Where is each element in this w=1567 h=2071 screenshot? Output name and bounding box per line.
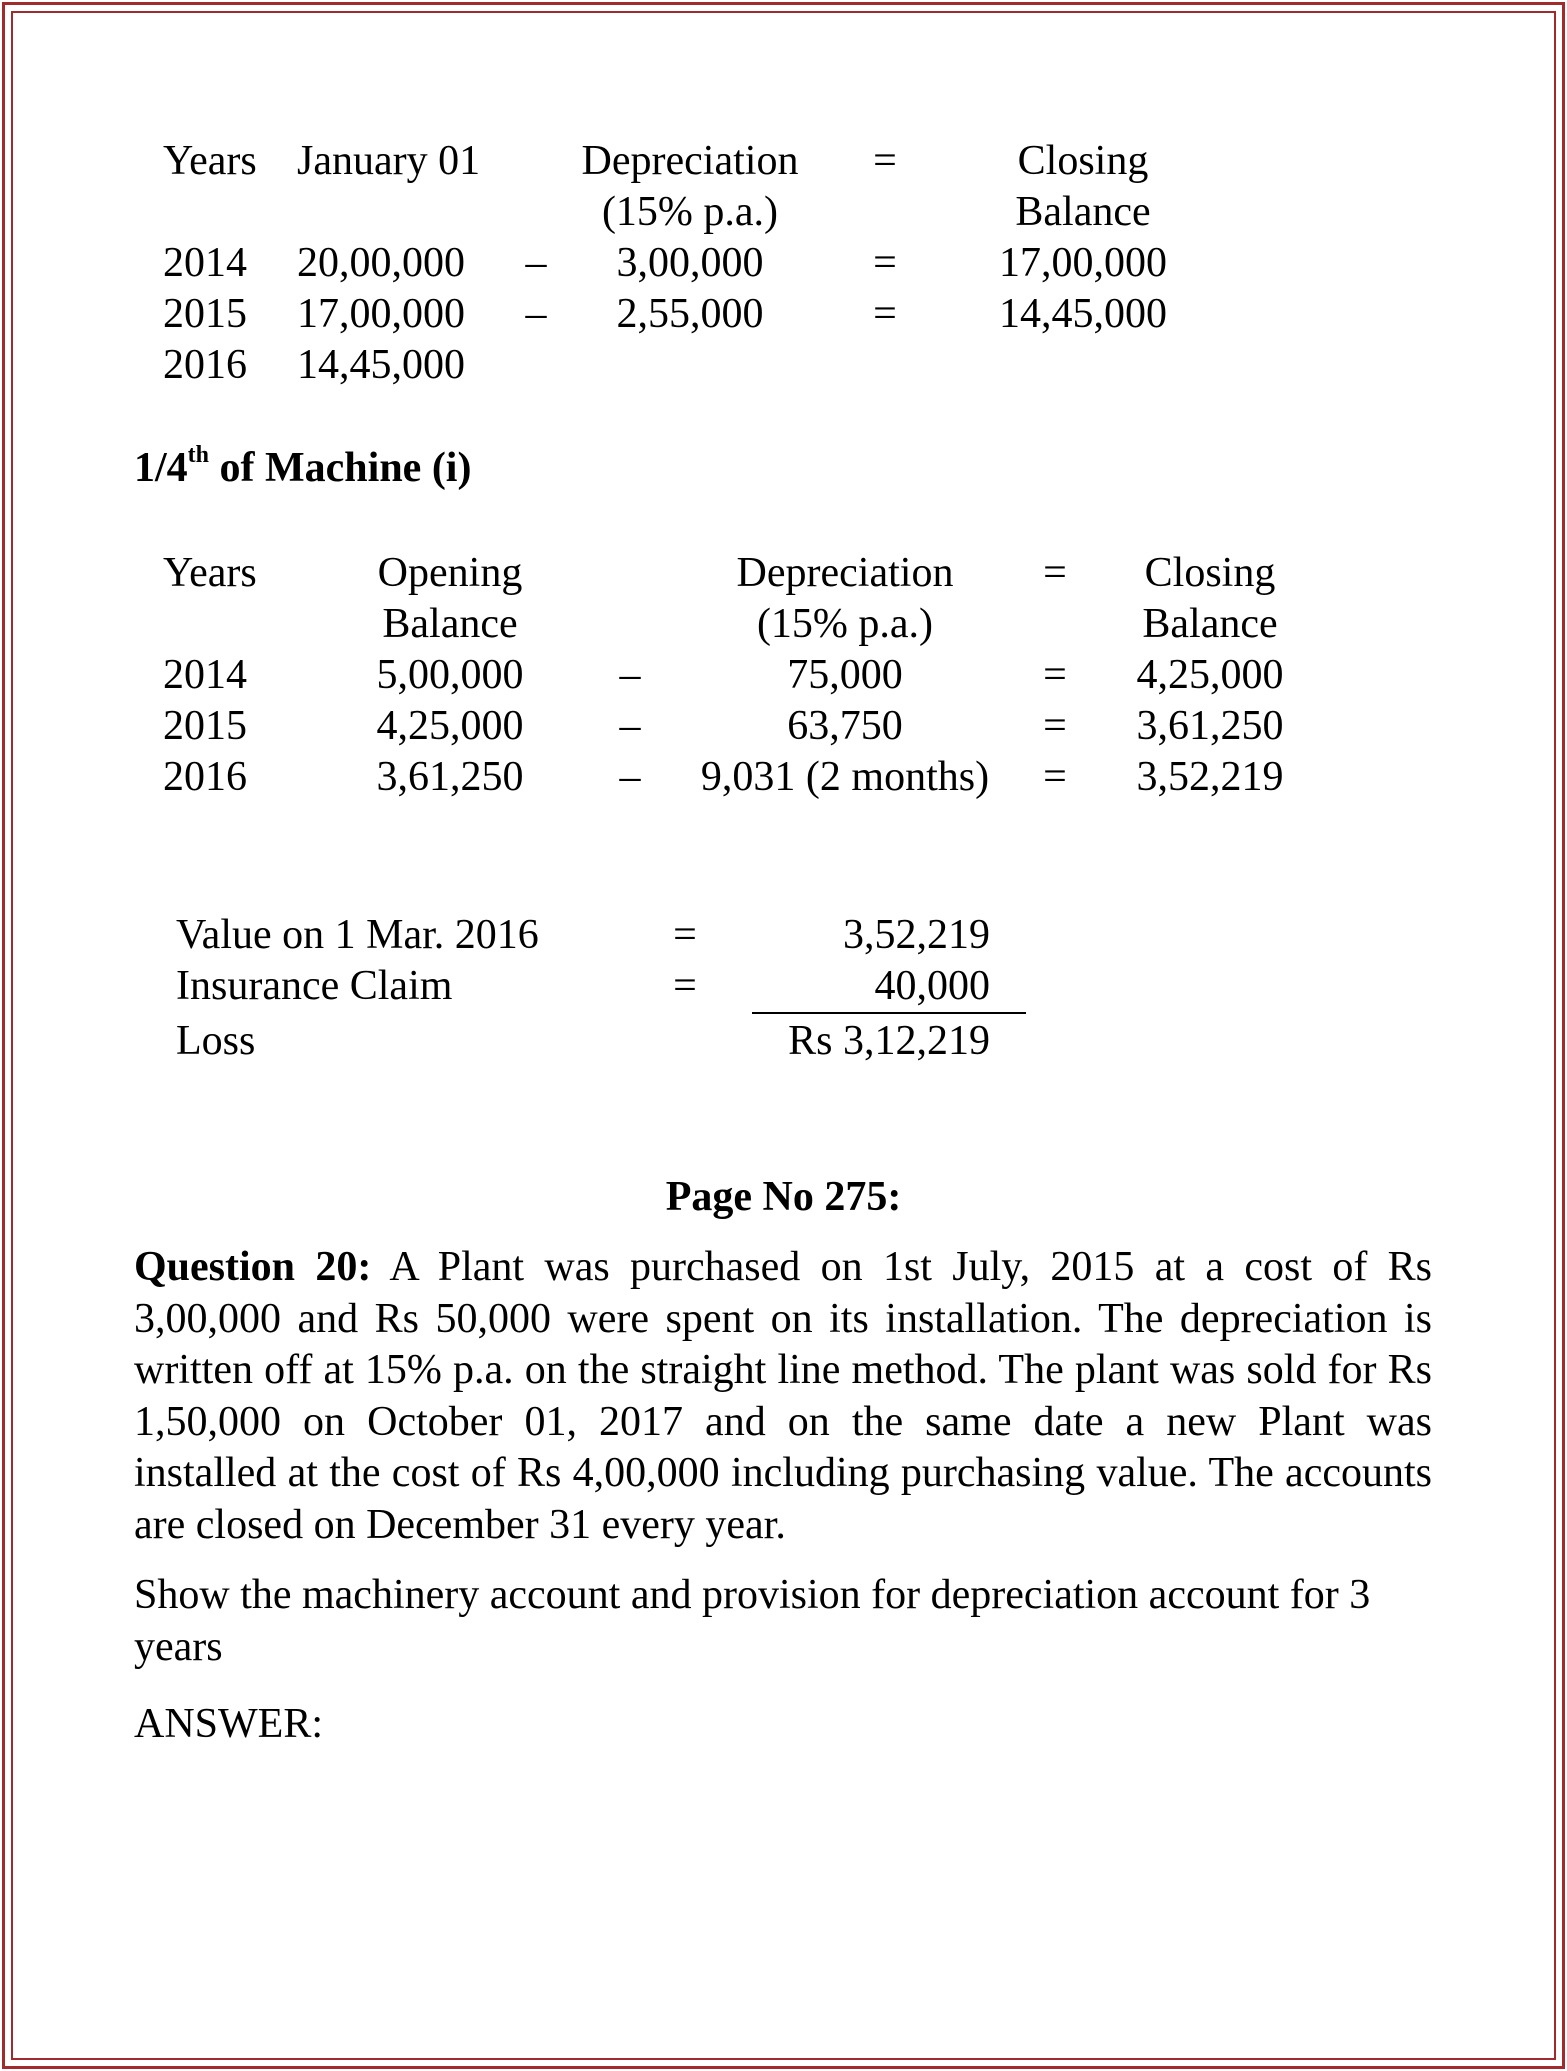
- header-balance: Balance: [1142, 601, 1278, 647]
- row-depreciation: 9,031 (2 months): [700, 754, 990, 800]
- header-depreciation-rate: (15% p.a.): [601, 189, 779, 235]
- row-year: 2014: [163, 240, 247, 286]
- row-closing: 3,61,250: [1136, 703, 1284, 749]
- calc-equals: =: [673, 963, 697, 1009]
- header-closing: Closing: [1144, 550, 1276, 596]
- row-equals: =: [1043, 652, 1067, 698]
- row-opening: 5,00,000: [376, 652, 524, 698]
- row-minus: –: [525, 291, 547, 337]
- row-opening: 3,61,250: [376, 754, 524, 800]
- header-depreciation: Depreciation: [581, 138, 799, 184]
- row-closing: 4,25,000: [1136, 652, 1284, 698]
- question-label: Question 20:: [134, 1244, 372, 1290]
- calc-total-value: Rs 3,12,219: [788, 1018, 990, 1064]
- row-depreciation: 63,750: [787, 703, 903, 749]
- instruction-paragraph: Show the machinery account and provision for depreciation account for 3 years: [134, 1572, 1371, 1670]
- calc-equals: =: [673, 912, 697, 958]
- row-equals: =: [1043, 703, 1067, 749]
- row-opening: 4,25,000: [376, 703, 524, 749]
- header-equals: =: [873, 138, 897, 184]
- row-minus: –: [619, 703, 641, 749]
- calc-label: Loss: [176, 1018, 256, 1064]
- total-rule: [752, 1012, 1026, 1014]
- row-closing: 3,52,219: [1136, 754, 1284, 800]
- calc-label: Value on 1 Mar. 2016: [176, 912, 539, 958]
- row-opening: 14,45,000: [297, 342, 465, 388]
- row-year: 2016: [163, 754, 247, 800]
- row-minus: –: [619, 652, 641, 698]
- row-year: 2015: [163, 703, 247, 749]
- row-closing: 14,45,000: [999, 291, 1167, 337]
- row-depreciation: 3,00,000: [616, 240, 764, 286]
- calc-value: 3,52,219: [843, 912, 990, 958]
- header-opening-balance: Balance: [382, 601, 518, 647]
- header-closing: Closing: [1017, 138, 1149, 184]
- header-depreciation-rate: (15% p.a.): [756, 601, 934, 647]
- row-opening: 20,00,000: [297, 240, 465, 286]
- row-equals: =: [1043, 754, 1067, 800]
- row-minus: –: [619, 754, 641, 800]
- row-year: 2016: [163, 342, 247, 388]
- header-years: Years: [163, 550, 257, 596]
- question-paragraph: [134, 1242, 1432, 1551]
- header-equals: =: [1043, 550, 1067, 596]
- row-opening: 17,00,000: [297, 291, 465, 337]
- row-depreciation: 2,55,000: [616, 291, 764, 337]
- machine-section-heading: 1/4th of Machine (i): [134, 442, 472, 491]
- question-text: A Plant was purchased on 1st July, 2015 at a cost of Rs 3,00,000 and Rs 50,000 were spent on its installation. The depreciation is written off at 15% p.a. on the straight line method. The plant was sold for Rs 1,50,000 on October 01, 2017 and on the same date a new Plant was installed at the cost of Rs 4,00,000 including purchasing value. The accounts are closed on December 31 every year.: [134, 1244, 1433, 1548]
- header-depreciation: Depreciation: [736, 550, 954, 596]
- header-years: Years: [163, 138, 257, 184]
- page-number-heading: Page No 275:: [665, 1174, 902, 1220]
- header-january: January 01: [297, 138, 481, 184]
- calc-label: Insurance Claim: [176, 963, 453, 1009]
- row-equals: =: [873, 291, 897, 337]
- header-balance: Balance: [1015, 189, 1151, 235]
- row-year: 2014: [163, 652, 247, 698]
- row-closing: 17,00,000: [999, 240, 1167, 286]
- row-depreciation: 75,000: [787, 652, 903, 698]
- row-minus: –: [525, 240, 547, 286]
- calc-value: 40,000: [874, 963, 990, 1009]
- row-year: 2015: [163, 291, 247, 337]
- row-equals: =: [873, 240, 897, 286]
- answer-label: ANSWER:: [134, 1701, 323, 1747]
- header-opening: Opening: [377, 550, 523, 596]
